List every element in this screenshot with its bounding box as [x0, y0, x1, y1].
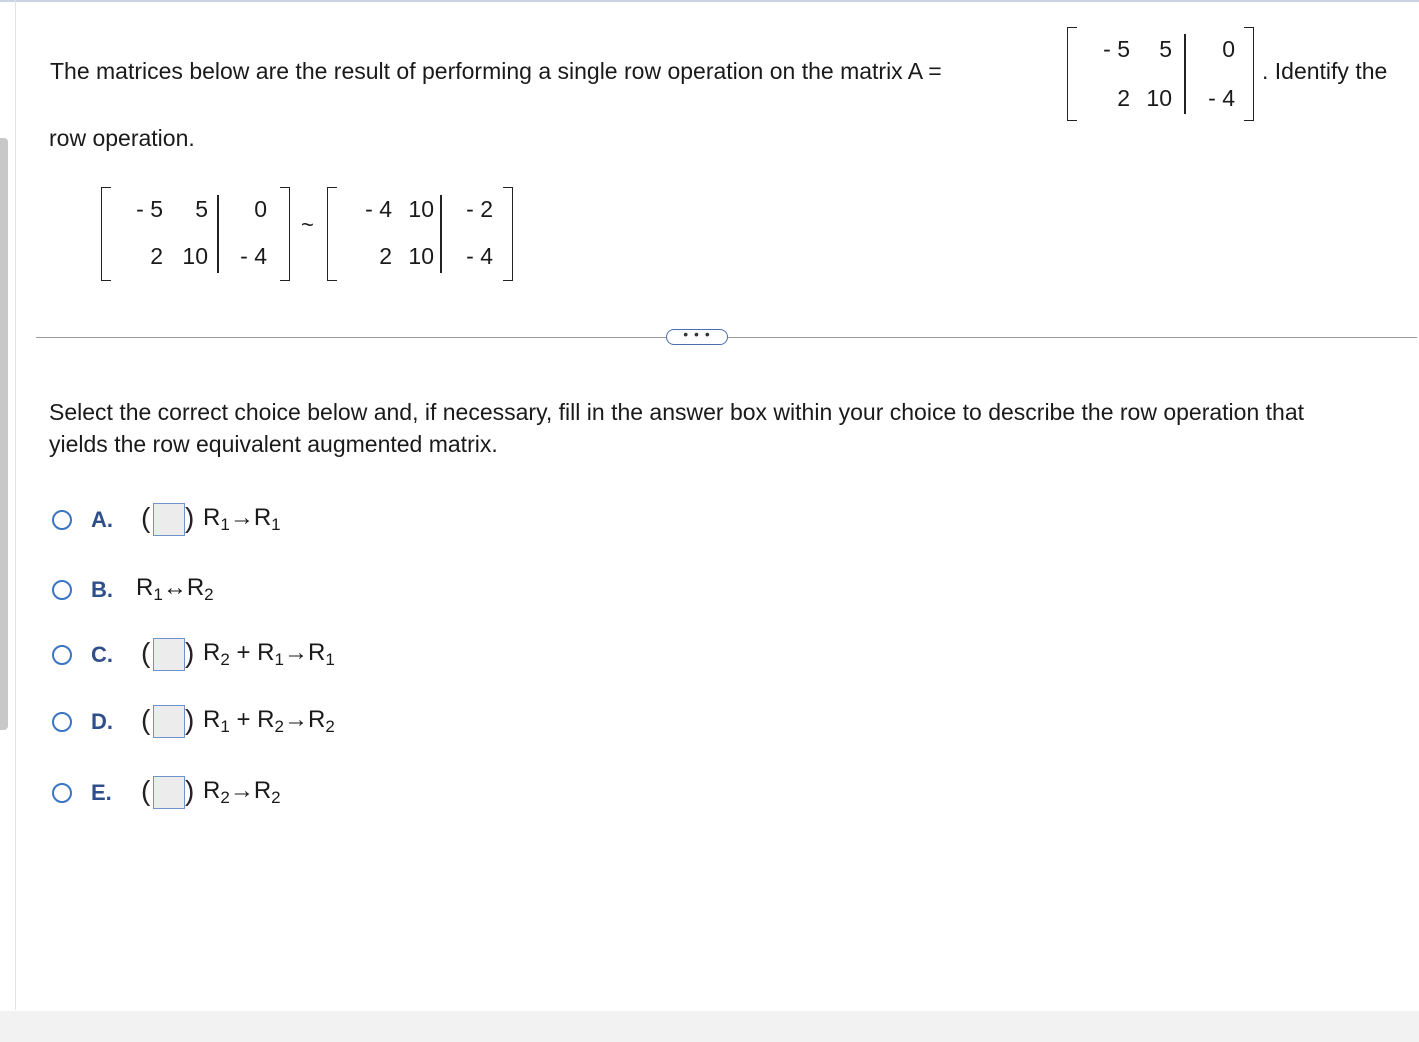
choice-letter: C. — [91, 642, 113, 667]
equivalence-symbol: ~ — [301, 212, 314, 237]
footer-band — [0, 1011, 1419, 1042]
paren-close: ) — [185, 704, 195, 735]
row-operation-b: $R_1\leftrightarrow R_2$ — [136, 574, 214, 604]
augment-bar — [1184, 34, 1186, 114]
paren-open: ( — [141, 502, 151, 533]
radio-e[interactable] — [52, 783, 72, 803]
matrix-cell: 2 — [379, 243, 392, 269]
matrix-cell: 2 — [150, 243, 163, 269]
answer-box-a[interactable] — [153, 503, 185, 536]
instructions: Select the correct choice below and, if necessary, fill in the answer box within your choice to describe the row operation that yields the row equivalent augmented matrix. — [49, 399, 1305, 457]
choice-d[interactable] — [52, 704, 392, 752]
choice-letter: A. — [91, 507, 113, 532]
bracket-left — [101, 187, 111, 281]
choice-c[interactable] — [52, 637, 392, 685]
radio-d[interactable] — [52, 712, 72, 732]
matrix-cell: 10 — [182, 243, 208, 269]
matrix-cell: 10 — [408, 243, 434, 269]
row-operation-c: $R_2 + R_1\to R_1$ — [203, 639, 335, 669]
choice-letter: B. — [91, 577, 113, 602]
choice-a[interactable] — [52, 502, 372, 550]
augment-bar — [217, 195, 219, 273]
answer-box-c[interactable] — [153, 638, 185, 671]
choice-letter: E. — [91, 780, 112, 805]
paren-open: ( — [141, 637, 151, 668]
expand-button[interactable]: • • • — [666, 329, 728, 345]
scrollbar[interactable] — [0, 138, 8, 730]
question-text-line2: row operation. — [49, 125, 195, 151]
matrix-cell: - 5 — [136, 196, 163, 222]
matrix-cell: 0 — [254, 196, 267, 222]
paren-close: ) — [185, 775, 195, 806]
bracket-right — [503, 187, 513, 281]
matrix-original — [101, 187, 291, 284]
row-operation-e: $R_2\to R_2$ — [203, 777, 281, 807]
bracket-right — [280, 187, 290, 281]
answer-box-e[interactable] — [153, 776, 185, 809]
row-operation-d: $R_1 + R_2\to R_2$ — [203, 706, 335, 736]
row-operation-a: $R_1\to R_1$ — [203, 504, 281, 534]
matrix-result — [327, 187, 514, 284]
matrix-cell: 5 — [1159, 36, 1172, 62]
matrix-cell: - 4 — [365, 196, 392, 222]
matrix-cell: - 4 — [240, 243, 267, 269]
matrix-cell: - 4 — [466, 243, 493, 269]
divider-right — [728, 337, 1417, 338]
bracket-left — [327, 187, 337, 281]
paren-open: ( — [141, 775, 151, 806]
top-border — [0, 0, 1419, 2]
content-edge — [15, 0, 16, 1010]
matrix-cell: 10 — [1146, 85, 1172, 111]
radio-b[interactable] — [52, 580, 72, 600]
choice-b[interactable] — [52, 574, 372, 620]
augment-bar — [440, 195, 442, 273]
matrix-cell: - 2 — [466, 196, 493, 222]
matrix-cell: 0 — [1222, 36, 1235, 62]
matrix-cell: 2 — [1117, 85, 1130, 111]
matrix-cell: 5 — [195, 196, 208, 222]
paren-open: ( — [141, 704, 151, 735]
radio-c[interactable] — [52, 645, 72, 665]
choice-letter: D. — [91, 709, 113, 734]
bracket-right — [1244, 27, 1254, 121]
matrix-a — [1067, 27, 1255, 122]
paren-close: ) — [185, 502, 195, 533]
question-text: The matrices below are the result of performing a single row operation on the matrix A = — [50, 58, 942, 84]
paren-close: ) — [185, 637, 195, 668]
matrix-cell: 10 — [408, 196, 434, 222]
divider-left — [36, 337, 666, 338]
question-text-end: . Identify the — [1262, 58, 1388, 84]
radio-a[interactable] — [52, 510, 72, 530]
choice-e[interactable] — [52, 775, 372, 823]
answer-box-d[interactable] — [153, 705, 185, 738]
matrix-cell: - 4 — [1208, 85, 1235, 111]
bracket-left — [1067, 27, 1077, 121]
matrix-cell: - 5 — [1103, 36, 1130, 62]
